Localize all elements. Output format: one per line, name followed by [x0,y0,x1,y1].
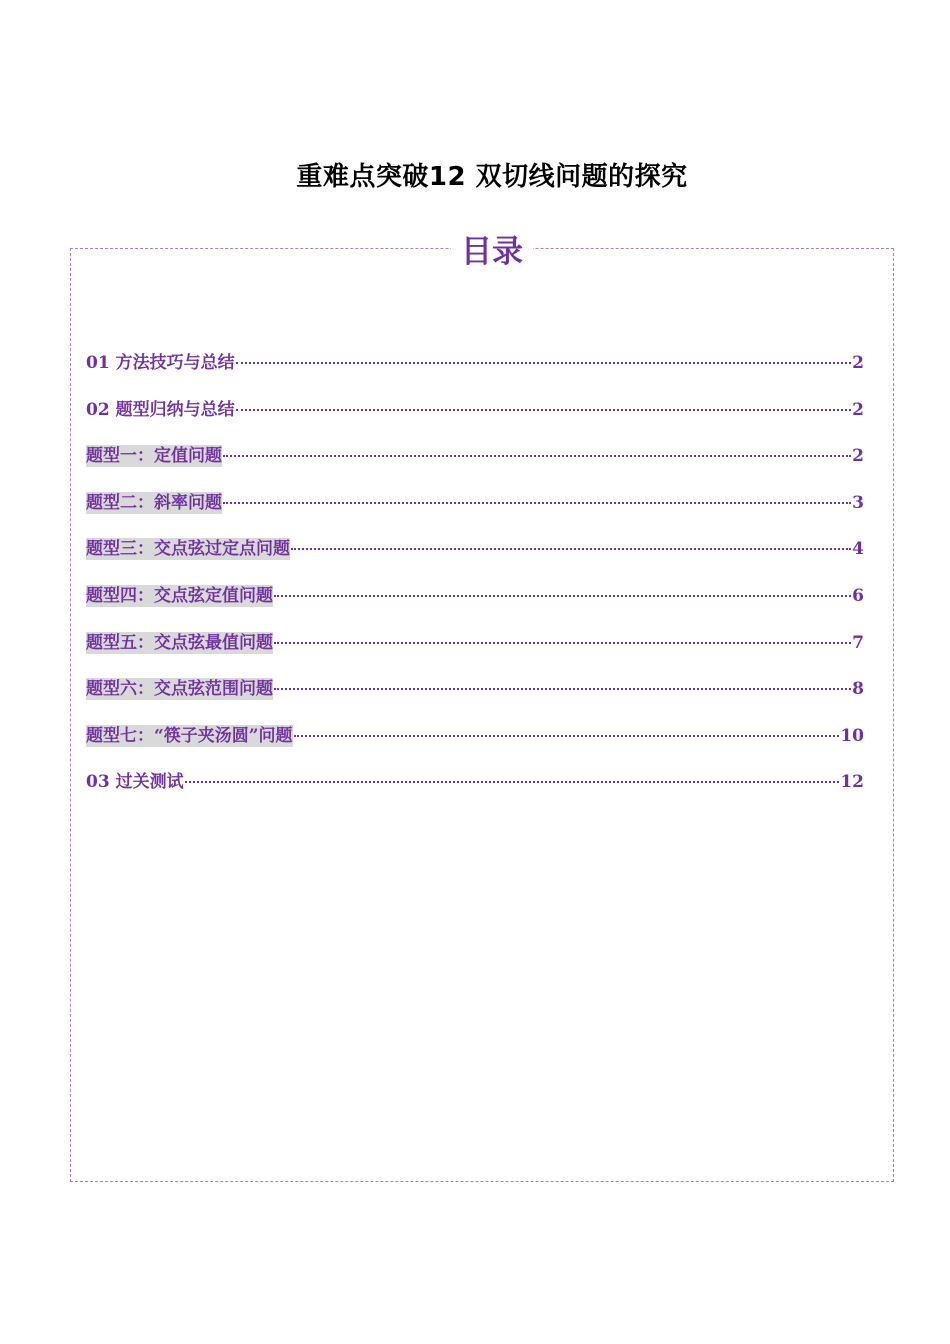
toc-entry-label[interactable]: 题型三：交点弦过定点问题 [86,539,290,560]
toc-entry-type-6[interactable] [86,678,864,725]
toc-entry-label[interactable]: 题型七：“筷子夹汤圆”问题 [86,725,293,746]
toc-entry-page[interactable]: 4 [852,539,864,560]
toc-dot-leader [291,548,851,550]
toc-entry-type-2[interactable] [86,492,864,539]
toc-entry-page[interactable]: 12 [840,772,864,793]
document-title: 重难点突破12 双切线问题的探究 [296,162,688,192]
toc-entry-label[interactable]: 题型一：定值问题 [86,446,222,467]
toc-entry-page[interactable]: 10 [840,725,864,746]
toc-entry-page[interactable]: 7 [852,632,864,653]
toc-dot-leader [274,595,851,597]
toc-heading: 目录 [451,232,533,272]
toc-entry-type-5[interactable] [86,632,864,679]
toc-entry-page[interactable]: 2 [852,399,864,420]
toc-entry-type-3[interactable] [86,538,864,585]
toc-dot-leader [185,781,840,783]
toc-entry-label[interactable]: 题型五：交点弦最值问题 [86,632,273,653]
toc-entry-problem-types-summary[interactable] [86,399,864,446]
toc-dot-leader [223,455,851,457]
toc-entry-page[interactable]: 2 [852,446,864,467]
toc-entry-final-test[interactable] [86,771,864,818]
toc-dot-leader [236,409,852,411]
toc-entry-type-7[interactable] [86,725,864,772]
toc-entry-label[interactable]: 题型四：交点弦定值问题 [86,585,273,606]
toc-entry-label[interactable]: 03 过关测试 [86,772,184,793]
toc-entry-label[interactable]: 01 方法技巧与总结 [86,353,235,373]
toc-dot-leader [223,502,851,504]
toc-entry-label[interactable]: 题型六：交点弦范围问题 [86,679,273,700]
toc-entry-page[interactable]: 8 [852,679,864,700]
toc-entry-page[interactable]: 6 [852,585,864,606]
toc-entry-label[interactable]: 02 题型归纳与总结 [86,399,235,420]
toc-dot-leader [274,688,851,690]
toc-list [86,352,864,818]
toc-entry-label[interactable]: 题型二：斜率问题 [86,492,222,513]
toc-entry-page[interactable]: 2 [852,353,864,373]
toc-entry-methods-summary[interactable] [86,352,864,399]
toc-dot-leader [274,642,851,644]
toc-entry-type-1[interactable] [86,445,864,492]
toc-dot-leader [294,735,840,737]
toc-entry-type-4[interactable] [86,585,864,632]
toc-dot-leader [236,362,852,364]
toc-entry-page[interactable]: 3 [852,492,864,513]
